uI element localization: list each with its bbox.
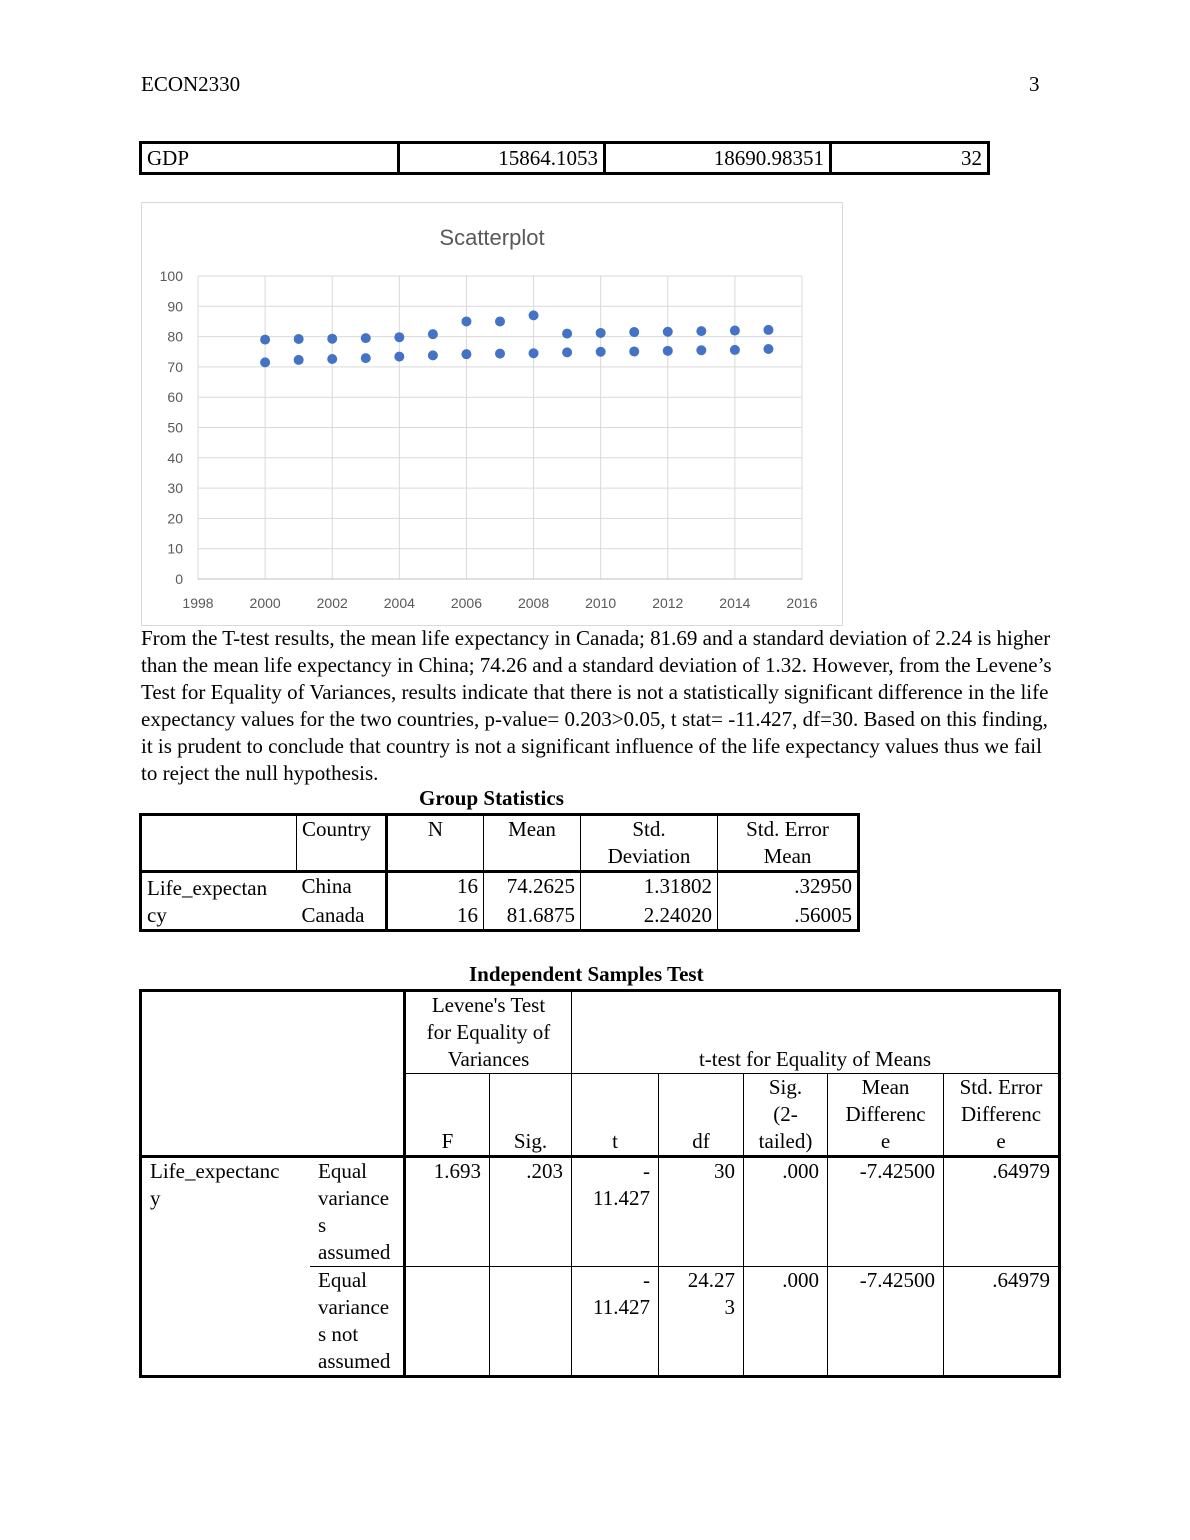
scatter-point-canada xyxy=(361,333,371,343)
gdp-mean: 15864.1053 xyxy=(399,143,605,174)
blank-header-cell xyxy=(141,815,297,872)
blank-header-cell xyxy=(141,991,405,1157)
gdp-std-dev: 18690.98351 xyxy=(605,143,831,174)
x-tick-label: 2014 xyxy=(719,595,751,611)
gdp-row-table xyxy=(139,141,990,175)
variable-label-cont: cy xyxy=(147,903,167,927)
x-tick-label: 2012 xyxy=(652,595,684,611)
table-header-row xyxy=(141,991,1060,1074)
table-header-row xyxy=(141,815,859,872)
scatter-point-china xyxy=(428,350,438,360)
scatterplot-chart xyxy=(141,202,843,626)
running-header: ECON2330 xyxy=(141,72,241,96)
y-tick-label: 60 xyxy=(167,389,183,406)
col-n: N xyxy=(387,815,484,872)
sig-cell-empty xyxy=(490,1267,572,1377)
n-cell: 16 xyxy=(387,902,484,931)
mean-cell: 81.6875 xyxy=(484,902,581,931)
group-stats-title: Group Statistics xyxy=(419,786,564,810)
scatter-point-canada xyxy=(562,329,572,339)
std-error-cell: .32950 xyxy=(794,874,852,898)
x-tick-label: 2010 xyxy=(585,595,617,611)
f-cell: 1.693 xyxy=(405,1157,490,1267)
sig-cell: .203 xyxy=(490,1157,572,1267)
table-row xyxy=(141,872,859,903)
y-tick-label: 80 xyxy=(167,328,183,345)
scatter-point-canada xyxy=(461,316,471,326)
independent-samples-table xyxy=(139,989,1061,1378)
scatter-point-china xyxy=(361,353,371,363)
std-error-cell: .56005 xyxy=(794,903,852,927)
scatter-point-canada xyxy=(763,325,773,335)
table-row xyxy=(141,1157,1060,1267)
scatter-point-china xyxy=(529,348,539,358)
sig2-cell: .000 xyxy=(744,1157,828,1267)
std-error-diff-cell: .64979 xyxy=(944,1157,1060,1267)
chart-title: Scatterplot xyxy=(439,225,545,250)
col-sig: Sig. xyxy=(490,1074,572,1157)
y-tick-label: 20 xyxy=(167,510,183,527)
scatter-point-china xyxy=(294,355,304,365)
y-tick-label: 0 xyxy=(175,571,183,587)
scatter-point-canada xyxy=(495,316,505,326)
col-t: t xyxy=(572,1074,659,1157)
scatter-point-china xyxy=(663,346,673,356)
col-f: F xyxy=(405,1074,490,1157)
mean-diff-cell: -7.42500 xyxy=(828,1157,944,1267)
scatter-point-china xyxy=(327,354,337,364)
y-tick-label: 100 xyxy=(159,268,183,284)
mean-cell: 74.2625 xyxy=(484,872,581,903)
scatter-point-china xyxy=(461,349,471,359)
y-tick-label: 40 xyxy=(167,449,183,466)
scatter-point-china xyxy=(260,357,270,367)
x-tick-label: 2006 xyxy=(450,595,483,611)
f-cell-empty xyxy=(405,1267,490,1377)
independent-test-title: Independent Samples Test xyxy=(469,962,704,986)
scatterplot-svg xyxy=(142,203,842,625)
group-statistics-table xyxy=(139,813,860,932)
df-cell: 30 xyxy=(659,1157,744,1267)
col-mean: Mean xyxy=(484,815,581,872)
x-tick-label: 2008 xyxy=(517,595,550,611)
sig2-cell: .000 xyxy=(744,1267,828,1377)
scatter-point-china xyxy=(495,349,505,359)
y-tick-label: 90 xyxy=(167,298,183,315)
scatter-point-canada xyxy=(696,326,706,336)
y-tick-label: 50 xyxy=(167,419,183,436)
t-cell: - 11.427 xyxy=(572,1267,659,1377)
scatter-point-canada xyxy=(663,327,673,337)
scatter-point-china xyxy=(696,345,706,355)
country-cell: China xyxy=(297,872,387,903)
page-number: 3 xyxy=(1029,72,1040,96)
y-tick-label: 70 xyxy=(167,358,183,375)
scatter-point-canada xyxy=(294,334,304,344)
scatter-point-china xyxy=(596,347,606,357)
std-dev-cell: 2.24020 xyxy=(581,902,718,931)
scatter-point-china xyxy=(394,352,404,362)
std-error-diff-cell: .64979 xyxy=(944,1267,1060,1377)
variable-label: Life_expectanc y xyxy=(141,1157,311,1377)
x-tick-label: 2002 xyxy=(316,595,348,611)
scatter-point-canada xyxy=(529,310,539,320)
scatter-point-china xyxy=(629,346,639,356)
col-std-error: Std. Error Mean xyxy=(746,817,829,868)
y-tick-label: 10 xyxy=(167,540,183,557)
country-cell: Canada xyxy=(297,902,387,931)
scatter-point-china xyxy=(730,345,740,355)
levene-header: Levene's Test for Equality of Variances xyxy=(405,991,572,1074)
std-dev-cell: 1.31802 xyxy=(581,872,718,903)
gdp-n: 32 xyxy=(831,143,989,174)
variable-label: Life_expectan xyxy=(147,876,268,900)
col-country: Country xyxy=(297,815,387,872)
scatter-point-canada xyxy=(629,327,639,337)
scatter-point-canada xyxy=(394,332,404,342)
x-tick-label: 2004 xyxy=(383,595,415,611)
table-row xyxy=(141,143,989,174)
x-tick-label: 1998 xyxy=(182,595,214,611)
scatter-point-china xyxy=(562,347,572,357)
row-label-not-assumed: Equal variance s not assumed xyxy=(310,1267,405,1377)
scatter-point-canada xyxy=(596,328,606,338)
gdp-label: GDP xyxy=(141,143,399,174)
mean-diff-cell: -7.42500 xyxy=(828,1267,944,1377)
col-std-dev: Std. Deviation xyxy=(581,815,718,872)
col-std-error-difference: Std. Error Differenc e xyxy=(944,1074,1060,1157)
df-cell: 24.27 3 xyxy=(659,1267,744,1377)
analysis-paragraph: From the T-test results, the mean life expectancy in Canada; 81.69 and a standard deviation of 2.24 is higher than the mean life expectancy in China; 74.26 and a standard deviation of 1.32. However, from the Levene’s Test for Equality of Variances, results indicate that there is not a statistically significant difference in the life expectancy values for the two countries, p-value= 0.203>0.05, t stat= -11.427, df=30. Based on this finding, it is prudent to conclude that country is not a significant influence of the life expectancy values thus we fail to reject the null hypothesis. xyxy=(141,626,1052,785)
scatter-point-canada xyxy=(428,329,438,339)
y-tick-label: 30 xyxy=(167,480,183,497)
ttest-header: t-test for Equality of Means xyxy=(572,991,1060,1074)
scatter-point-canada xyxy=(260,335,270,345)
table-row xyxy=(141,902,859,931)
row-label-assumed: Equal variance s assumed xyxy=(310,1157,405,1267)
col-sig-2-tailed: Sig. (2- tailed) xyxy=(744,1074,828,1157)
x-tick-label: 2016 xyxy=(786,595,818,611)
scatter-point-canada xyxy=(327,334,337,344)
scatter-point-canada xyxy=(730,326,740,336)
t-cell: - 11.427 xyxy=(572,1157,659,1267)
n-cell: 16 xyxy=(387,872,484,903)
col-df: df xyxy=(659,1074,744,1157)
scatter-point-china xyxy=(763,344,773,354)
col-mean-difference: Mean Differenc e xyxy=(828,1074,944,1157)
x-tick-label: 2000 xyxy=(249,595,281,611)
